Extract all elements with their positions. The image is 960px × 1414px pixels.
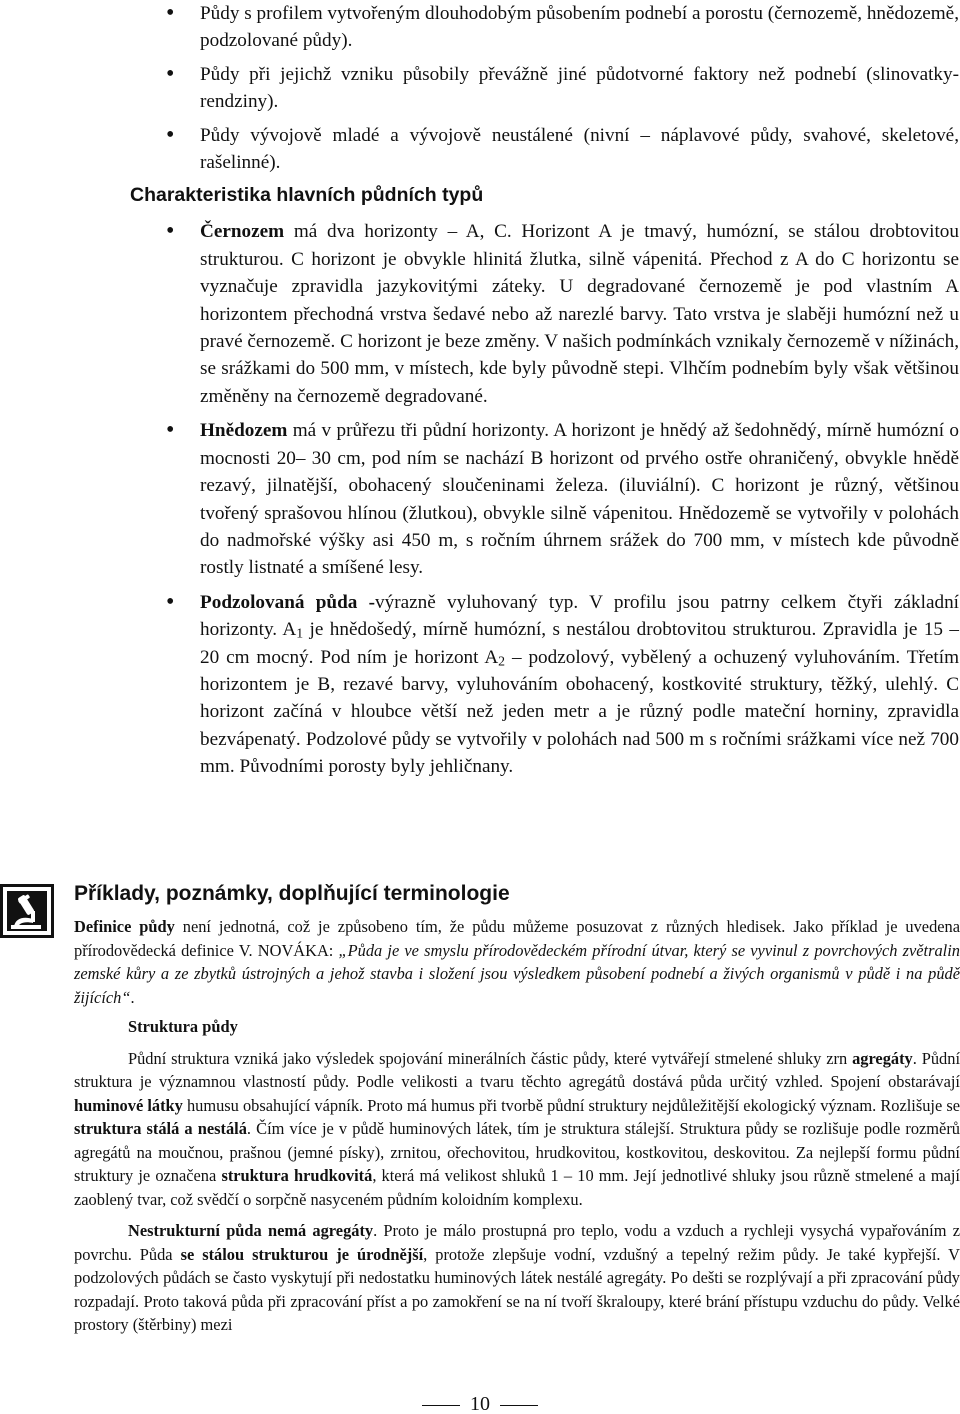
item-text: má v průřezu tři půdní horizonty. A horizont je hnědý až šedohnědý, mírně humózní o mocnosti 20– 30 cm, pod ním se nachází B horizont od prvého ostře ohraničený, obvykle hnědě rezavý, jilnatější, obohacený sloučeninami železa. (iluviální). C horizont je různý, většinou tvořený sprašovou hlínou (žlutkou), obvykle silně vápenitou. Hnědozemě se vytvořily v polohách do nadmořské výšky asi 450 m, s ročním úhrnem srážek do 700 mm, v místech kde původně rostly listnaté a smíšené lesy. <box>200 420 959 579</box>
list-item-cernozem <box>200 218 959 410</box>
bold-run: agregáty <box>852 1048 913 1068</box>
structure-paragraph-2 <box>74 1219 960 1337</box>
item-text: – podzolový, vybělený a ochuzený vyluhováním. Třetím horizontem je B, rezavé barvy, vyluhováním obohacený, kostkovité struktury, těžký, ulehlý. C horizont začíná v hloubce větší než jeden metr a je různý podle mateční horniny, zpravidla bezvápenatý. Podzolové půdy se vytvořily v polohách nad 500 m s ročními srážkami více než 700 mm. Původními porosty byly jehličnany. <box>200 646 959 778</box>
text-run: Půdní struktura vzniká jako výsledek spojování minerálních částic půdy, které vytvářejí stmelené shluky zrn <box>128 1048 853 1068</box>
item-text: má dva horizonty – A, C. Horizont A je tmavý, humózní, se stálou drobtovitou strukturou. C horizont je obvykle hlinitá žlutka, silně vápenitá. Přechod z A do C horizontu se vyznačuje zpravidla jazykovitými záteky. U degradované černozemě je pod vlastním A horizontem přechodná vrstva šedavé nebo až narezlé barvy. Tato vrstva je slaběji humózní než u pravé černozemě. C horizont je beze změny. V našich podmínkách vznikaly černozemě v nížinách, se srážkami do 500 mm, v místech, kde byly původně stepi. Vlhčím podnebím byly však většinou změněny na černozemě degradované. <box>200 221 959 407</box>
subscript: 2 <box>498 653 506 669</box>
list-item: • Půdy s profilem vytvořeným dlouhodobým působením podnebí a porostu (černozemě, hnědozemě, podzolované půdy). <box>200 0 959 55</box>
microscope-icon <box>0 884 54 938</box>
subscript: 1 <box>296 625 304 641</box>
definition-text: není jednotná, což je způsobeno tím, že půdu můžeme posuzovat z různých hledisek. Jako příklad je uvedena přírodovědecká definice V. NOVÁKA: <box>74 917 960 960</box>
bold-run: struktura stálá a nestálá <box>74 1119 247 1138</box>
list-item: • Půdy vývojově mladé a vývojově neustálené (nivní – náplavové půdy, svahové, skeletové, rašelinné). <box>200 122 959 177</box>
page-number <box>0 1392 960 1414</box>
list-item-hnedozem <box>200 417 959 581</box>
definition-quote: „Půda je ve smyslu přírodovědeckém přírodní útvar, který se vyvinul z povrchových zvětralin zemské kůry a ze zbytků ústrojných a jehož stavba i složení jsou výsledkem působení podnebí a živých organismů v půdě i na půdě žijících“ <box>74 940 960 1007</box>
structure-heading: Struktura půdy <box>128 1017 238 1036</box>
term: Černozem <box>200 221 285 243</box>
bold-run: huminové látky <box>74 1095 183 1115</box>
page-number-rule <box>422 1405 460 1406</box>
page-number-rule <box>500 1405 538 1406</box>
subheading: Charakteristika hlavních půdních typů <box>130 184 484 207</box>
bold-run: Nestrukturní půda nemá agregáty <box>128 1221 374 1240</box>
section-title: Příklady, poznámky, doplňující terminologie <box>74 882 510 905</box>
item-text: je hnědošedý, mírně humózní, s nestálou drobtovitou strukturou. Zpravidla je 15 – 20 cm mocný. Pod ním je horizont A <box>200 619 959 668</box>
notes-block <box>74 915 960 1337</box>
definition-end: . <box>130 987 135 1007</box>
text-run: . Půdní struktura je významnou vlastností půdy. Podle velikosti a tvaru těchto agregátů dostává půda určitý vzhled. Spojení obstarávají <box>74 1048 960 1091</box>
list-item-podzol <box>200 589 959 781</box>
definition-paragraph <box>74 915 960 1009</box>
text-run: , protože zlepšuje vodní, vzdušný a tepelný režim půdy. Je také kypřejší. V podzolových půdách se často vyskytují při nedostatku huminových látek nestálé agregáty. Po dešti se rozplývají a při zpracování půdy rozpadají. Proto taková půda při zpracování příst a po zamokření se na ní tvoří škraloupy, které brání přístupu vzduchu do půdy. Velké prostory (štěrbiny) mezi <box>74 1244 960 1334</box>
item-text: výrazně vyluhovaný typ. V profilu jsou patrny celkem čtyři základní horizonty. A <box>200 591 959 641</box>
structure-paragraph-1 <box>74 1047 960 1212</box>
bold-run: se stálou strukturou je úrodnější <box>180 1244 424 1264</box>
text-run: humusu obsahující vápník. Proto má humus při tvorbě půdní struktury nejdůležitější ekologický význam. Rozlišuje se <box>182 1095 960 1115</box>
list-item: • Půdy při jejichž vzniku působily převážně jiné půdotvorné faktory než podnebí (slinovatky-rendziny). <box>200 61 959 116</box>
term: Podzolovaná půda - <box>200 591 376 613</box>
text-run: . Čím více je v půdě huminových látek, tím je struktura stálejší. Struktura půdy se rozlišuje podle rozměrů agregátů na moučnou, prašnou (jemné písky), zrnitou, ořechovitou, hrudkovitou, kostkovitou, deskovitou. Za nejlepší formu půdní struktury je označena <box>74 1119 960 1185</box>
definition-term: Definice půdy <box>74 917 175 936</box>
page-number-value: 10 <box>470 1393 490 1414</box>
text-run: . Proto je málo prostupná pro teplo, vodu a vzduch a rychleji vysychá vypařováním z povrchu. Půda <box>74 1221 960 1264</box>
text-run: , která má velikost shluků 1 – 10 mm. Její jednotlivé shluky jsou různě stmelené a mají zaoblený tvar, což svědčí o sorpčně nasyceném půdním koloidním komplexu. <box>74 1166 960 1209</box>
bold-run: struktura hrudkovitá <box>221 1166 373 1185</box>
term: Hnědozem <box>200 420 288 442</box>
